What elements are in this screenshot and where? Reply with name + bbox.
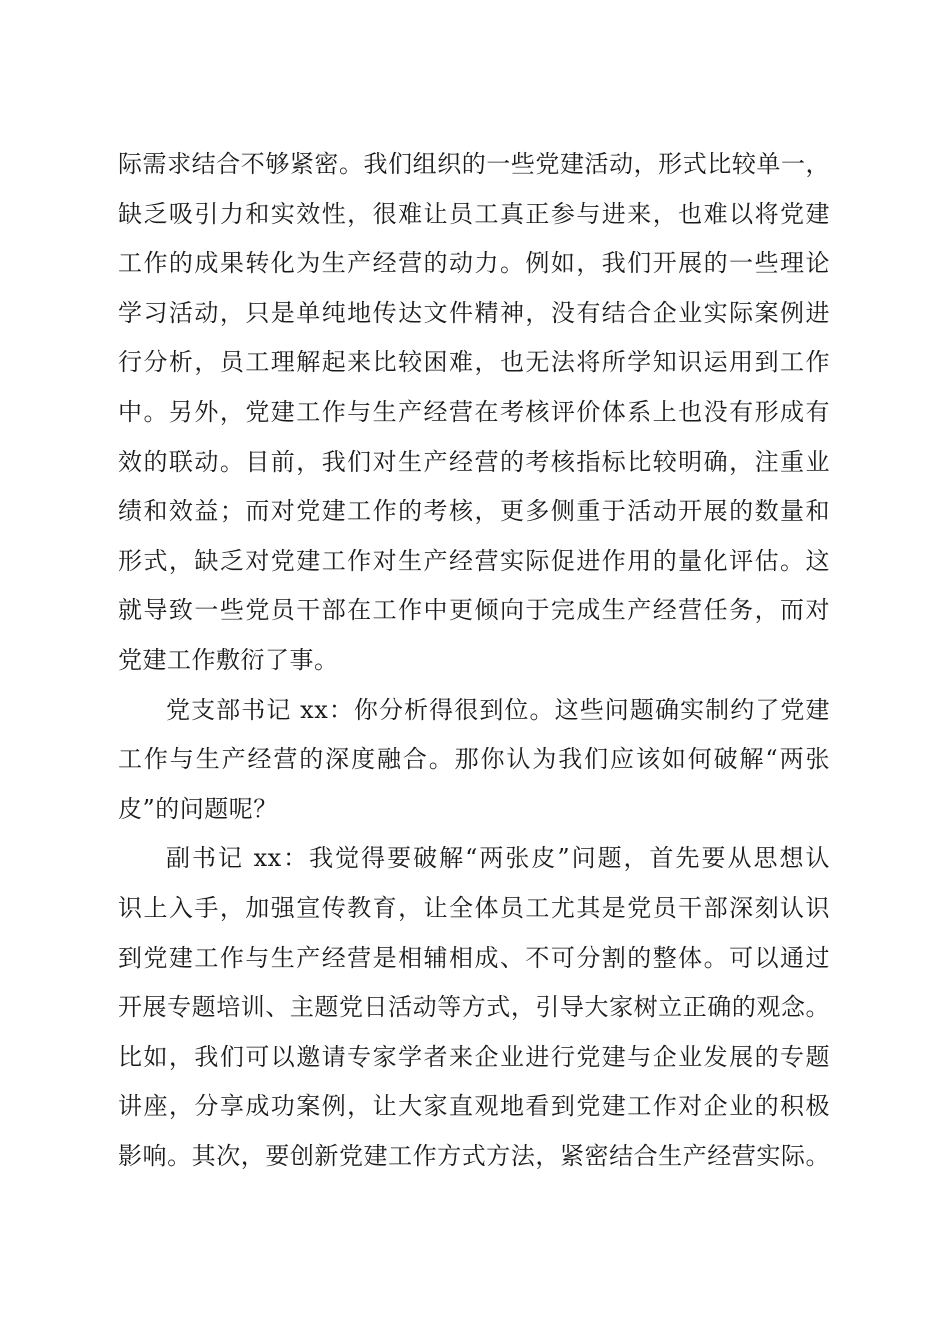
text-line: 讲座，分享成功案例，让大家直观地看到党建工作对企业的积极 xyxy=(118,1092,830,1121)
document-body xyxy=(118,140,830,1181)
text-line: 识上入手，加强宣传教育，让全体员工尤其是党员干部深刻认识 xyxy=(118,893,830,922)
paragraph-discussion-analysis xyxy=(118,140,830,686)
text-line: 际需求结合不够紧密。我们组织的一些党建活动，形式比较单一， xyxy=(118,150,830,178)
text-line: 工作的成果转化为生产经营的动力。例如，我们开展的一些理论 xyxy=(118,249,830,278)
text-line: 行分析，员工理解起来比较困难，也无法将所学知识运用到工作 xyxy=(118,348,830,377)
text-line: 开展专题培训、主题党日活动等方式，引导大家树立正确的观念。 xyxy=(118,993,830,1022)
paragraph-deputy-answer xyxy=(118,834,830,1181)
text-line: 就导致一些党员干部在工作中更倾向于完成生产经营任务，而对 xyxy=(118,596,830,625)
text-line: 副书记 xx：我觉得要破解“两张皮”问题，首先要从思想认 xyxy=(166,844,830,873)
text-line: 学习活动，只是单纯地传达文件精神，没有结合企业实际案例进 xyxy=(118,298,830,327)
text-line: 党支部书记 xx：你分析得很到位。这些问题确实制约了党建 xyxy=(166,695,830,724)
text-line: 效的联动。目前，我们对生产经营的考核指标比较明确，注重业 xyxy=(118,447,830,476)
text-line: 中。另外，党建工作与生产经营在考核评价体系上也没有形成有 xyxy=(118,397,830,426)
text-line: 缺乏吸引力和实效性，很难让员工真正参与进来，也难以将党建 xyxy=(118,199,830,228)
text-line: 工作与生产经营的深度融合。那你认为我们应该如何破解“两张 xyxy=(118,745,830,774)
text-line: 形式，缺乏对党建工作对生产经营实际促进作用的量化评估。这 xyxy=(118,546,830,575)
paragraph-secretary-question xyxy=(118,686,830,835)
text-line: 党建工作敷衍了事。 xyxy=(118,645,339,674)
text-line: 比如，我们可以邀请专家学者来企业进行党建与企业发展的专题 xyxy=(118,1042,830,1071)
text-line: 影响。其次，要创新党建工作方式方法，紧密结合生产经营实际。 xyxy=(118,1141,830,1170)
text-line: 皮”的问题呢？ xyxy=(118,794,278,823)
text-line: 到党建工作与生产经营是相辅相成、不可分割的整体。可以通过 xyxy=(118,943,830,972)
text-line: 绩和效益；而对党建工作的考核，更多侧重于活动开展的数量和 xyxy=(118,497,830,526)
